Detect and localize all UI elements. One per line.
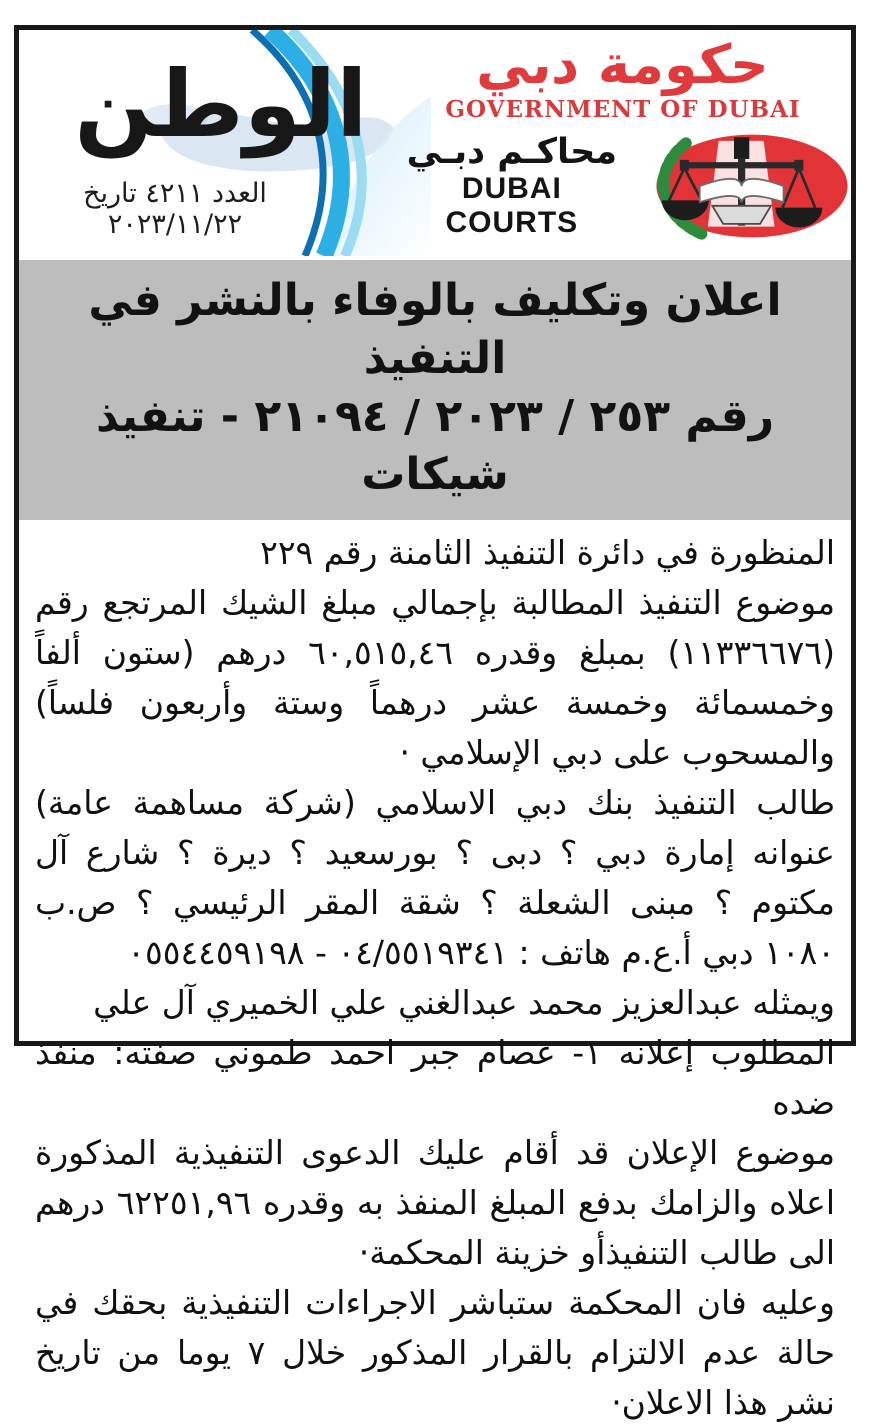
newspaper-logo-block — [19, 30, 431, 256]
dubai-courts-row — [397, 131, 849, 241]
notice-title-line-2: رقم ٢٥٣ / ٢٠٢٣ / ٢١٠٩٤ - تنفيذ شيكات — [95, 391, 775, 500]
notice-body — [19, 520, 851, 1428]
notice-paragraph-3: طالب التنفيذ بنك دبي الاسلامي (شركة مساهمة عامة) عنوانه إمارة دبي ؟ دبى ؟ بورسعيد ؟ ديرة ؟ شارع آل مكتوم ؟ مبنى الشعلة ؟ شقة المقر الرئيسي ؟ ص.ب ١٠٨٠ دبي أ.ع.م هاتف : ٠٤/٥٥١٩٣٤١ - ٠٥٥٤٤٥٩١٩٨ — [35, 783, 835, 972]
notice-title-bar — [19, 260, 851, 520]
government-logo-block — [397, 34, 849, 241]
government-of-dubai-english: GOVERNMENT OF DUBAI — [445, 96, 801, 123]
header — [19, 30, 851, 256]
notice-paragraph-7: وعليه فان المحكمة ستباشر الاجراءات التنفيذية بحقك في حالة عدم الالتزام بالقرار المذكور خلال ٧ يوما من تاريخ نشر هذا الاعلان· — [35, 1283, 835, 1422]
government-of-dubai-arabic: حكومة دبي — [474, 33, 772, 96]
notice-title-line-1: اعلان وتكليف بالوفاء بالنشر في التنفيذ — [88, 275, 782, 384]
notice-paragraph-2: موضوع التنفيذ المطالبة بإجمالي مبلغ الشيك المرتجع رقم (١١٣٣٦٦٧٦) بمبلغ وقدره ٦٠,٥١٥,٤٦ درهم (ستون ألفاً وخمسمائة وخمسة عشر درهماً وستة وأربعون فلساً) والمسحوب على دبي الإسلامي · — [35, 583, 835, 772]
newspaper-title: الوطن — [74, 51, 368, 158]
issue-date-line: العدد ٤٢١١ تاريخ ٢٠٢٣/١١/٢٢ — [83, 178, 267, 240]
dubai-courts-text — [397, 132, 627, 240]
notice-paragraph-5: المطلوب إعلانه ١- عصام جبر احمد طموني صفته: منفذ ضده — [35, 1033, 835, 1122]
scales-of-justice-icon — [633, 131, 849, 241]
notice-paragraph-1: المنظورة في دائرة التنفيذ الثامنة رقم ٢٢٩ — [260, 533, 835, 572]
notice-paragraph-4: ويمثله عبدالعزيز محمد عبدالغني علي الخميري آل علي — [93, 983, 835, 1022]
dubai-courts-english: DUBAI COURTS — [445, 172, 579, 239]
dubai-courts-arabic: محاكـم دبـي — [406, 132, 618, 172]
notice-paragraph-6: موضوع الإعلان قد أقام عليك الدعوى التنفيذية المذكورة اعلاه والزامك بدفع المبلغ المنفذ به وقدره ٦٢٢٥١,٩٦ درهم الى طالب التنفيذأو خزينة المحكمة· — [35, 1133, 835, 1272]
notice-frame — [14, 25, 856, 1422]
